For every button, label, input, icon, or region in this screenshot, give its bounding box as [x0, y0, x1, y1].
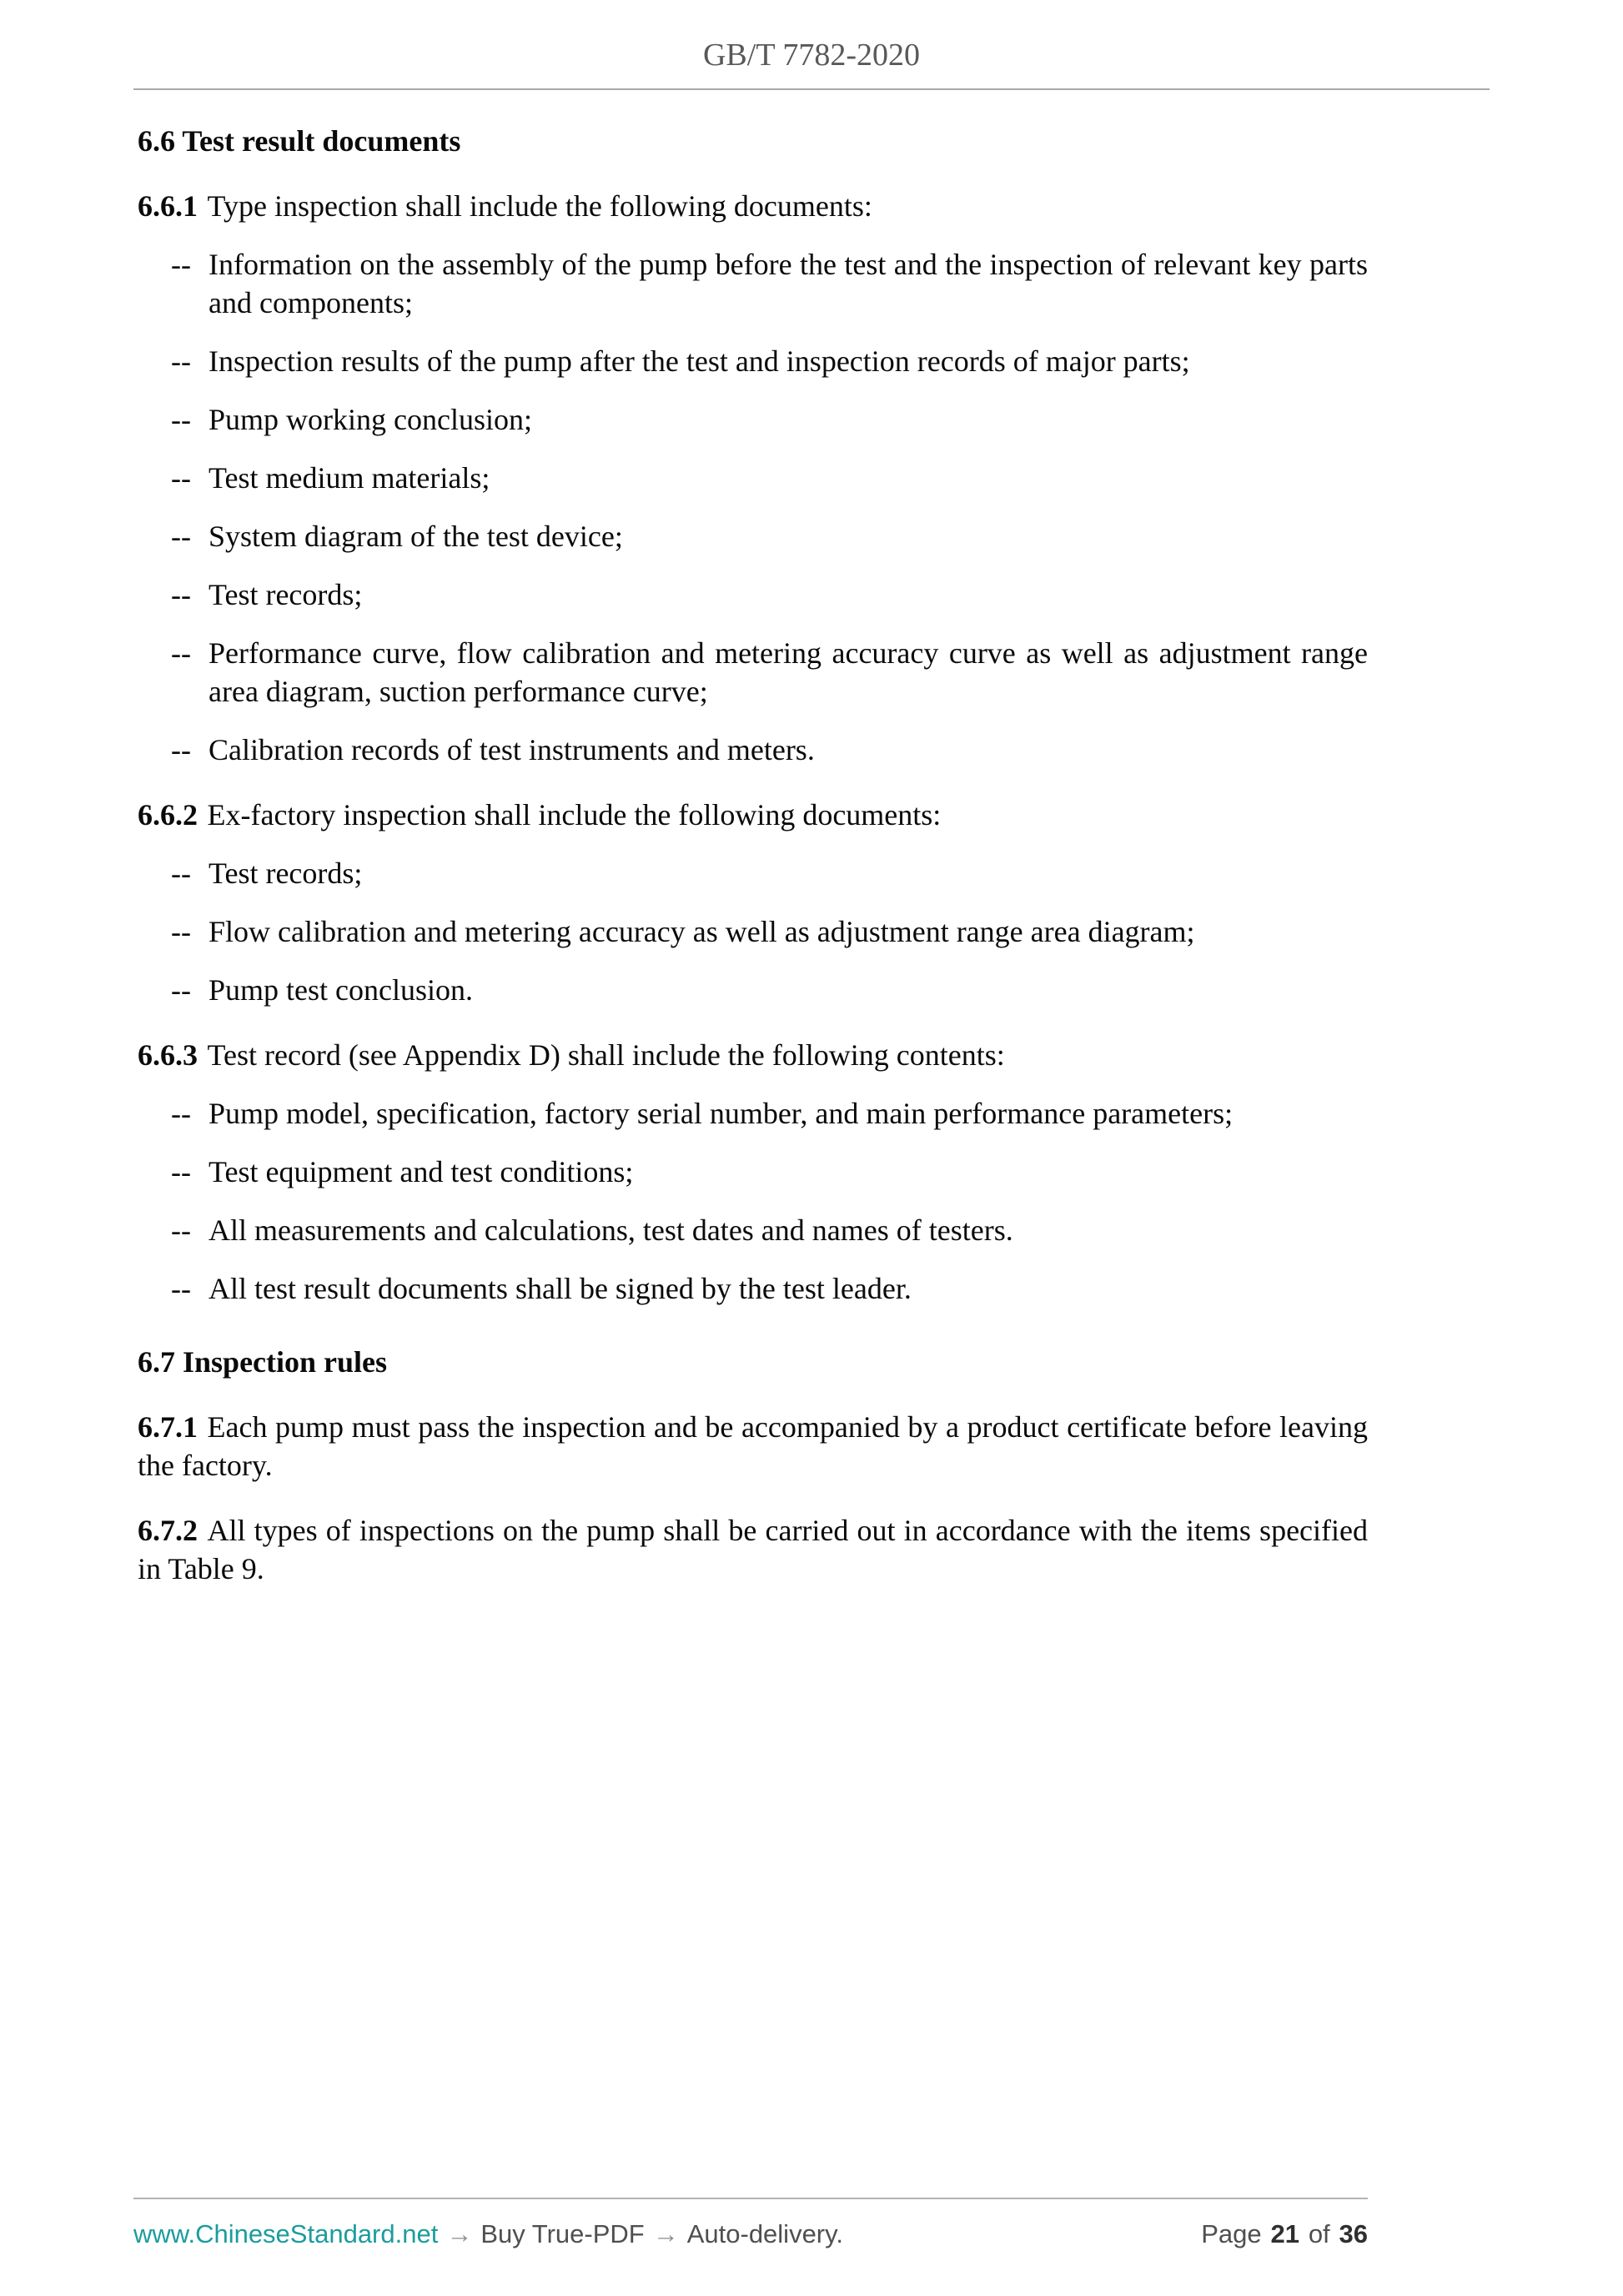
list-item-text: Pump model, specification, factory serial number, and main performance parameters;	[209, 1097, 1234, 1130]
footer-promo-text	[133, 2219, 843, 2249]
list-item	[138, 342, 1368, 380]
list-item-text: Flow calibration and metering accuracy as well as adjustment range area diagram;	[209, 915, 1195, 948]
clause-text: Type inspection shall include the following documents:	[207, 189, 872, 223]
list-dash-marker: --	[171, 733, 191, 766]
list-item	[138, 245, 1368, 322]
document-body	[138, 122, 1368, 1588]
list-item	[138, 400, 1368, 439]
page-total-number: 36	[1339, 2219, 1368, 2248]
list-item-text: Pump test conclusion.	[209, 973, 473, 1007]
list-item	[138, 517, 1368, 555]
list-item	[138, 912, 1368, 951]
clause-text: Each pump must pass the inspection and be accompanied by a product certificate before leaving the factory.	[138, 1410, 1368, 1482]
list-dash-marker: --	[171, 1097, 191, 1130]
footer-divider	[133, 2198, 1368, 2199]
section-heading-6-7: 6.7 Inspection rules	[138, 1345, 388, 1379]
list-item-text: All measurements and calculations, test dates and names of testers.	[209, 1213, 1013, 1247]
footer-delivery-label: Auto-delivery.	[686, 2219, 843, 2248]
list-dash-marker: --	[171, 1155, 191, 1188]
list-dash-marker: --	[171, 578, 191, 611]
list-item	[138, 634, 1368, 711]
list-item	[138, 1211, 1368, 1249]
clause-number: 6.7.1	[138, 1410, 198, 1444]
list-item	[138, 854, 1368, 892]
clause-text: Test record (see Appendix D) shall include the following contents:	[207, 1038, 1005, 1072]
list-item-text: System diagram of the test device;	[209, 520, 623, 553]
list-item-text: Test records;	[209, 857, 363, 890]
list-dash-marker: --	[171, 248, 191, 281]
clause-text: All types of inspections on the pump shall be carried out in accordance with the items specified in Table 9.	[138, 1514, 1368, 1585]
paragraph-6-6-3	[138, 1036, 1368, 1074]
list-item	[138, 1153, 1368, 1191]
clause-number: 6.6.1	[138, 189, 198, 223]
list-item-text: Test equipment and test conditions;	[209, 1155, 634, 1188]
list-dash-marker: --	[171, 520, 191, 553]
right-arrow-icon: →	[652, 2219, 679, 2248]
list-dash-marker: --	[171, 344, 191, 378]
page-indicator	[1201, 2219, 1368, 2249]
clause-number: 6.7.2	[138, 1514, 198, 1547]
list-dash-marker: --	[171, 636, 191, 670]
list-item	[138, 1269, 1368, 1308]
page-header-title: GB/T 7782-2020	[702, 38, 921, 73]
clause-number: 6.6.2	[138, 798, 198, 831]
list-dash-marker: --	[171, 461, 191, 495]
list-dash-marker: --	[171, 1272, 191, 1305]
paragraph-6-6-2	[138, 796, 1368, 834]
list-dash-marker: --	[171, 403, 191, 436]
header-divider	[133, 88, 1490, 90]
list-item	[138, 1094, 1368, 1133]
list-item-text: Calibration records of test instruments and meters.	[209, 733, 815, 766]
footer-site-link[interactable]: www.ChineseStandard.net	[133, 2219, 439, 2248]
clause-number: 6.6.3	[138, 1038, 198, 1072]
list-item-text: All test result documents shall be signed by the test leader.	[209, 1272, 912, 1305]
clause-text: Ex-factory inspection shall include the following documents:	[207, 798, 942, 831]
list-item-text: Test records;	[209, 578, 363, 611]
list-item-text: Test medium materials;	[209, 461, 490, 495]
list-item	[138, 459, 1368, 497]
page-label: Page	[1201, 2219, 1262, 2248]
page-current-number: 21	[1270, 2219, 1299, 2248]
list-item-text: Performance curve, flow calibration and metering accuracy curve as well as adjustment range area diagram, suction performance curve;	[209, 636, 1368, 708]
list-dash-marker: --	[171, 973, 191, 1007]
page-footer	[133, 2198, 1368, 2249]
section-heading-6-6: 6.6 Test result documents	[138, 124, 461, 158]
list-dash-marker: --	[171, 857, 191, 890]
right-arrow-icon: →	[446, 2219, 473, 2248]
list-item-text: Information on the assembly of the pump before the test and the inspection of relevant key parts and components;	[209, 248, 1368, 319]
list-dash-marker: --	[171, 915, 191, 948]
paragraph-6-7-2	[138, 1511, 1368, 1588]
of-label: of	[1308, 2219, 1330, 2248]
paragraph-6-7-1	[138, 1408, 1368, 1485]
footer-buy-label: Buy True-PDF	[480, 2219, 645, 2248]
list-item-text: Pump working conclusion;	[209, 403, 532, 436]
list-dash-marker: --	[171, 1213, 191, 1247]
list-item	[138, 731, 1368, 769]
list-item-text: Inspection results of the pump after the test and inspection records of major parts;	[209, 344, 1190, 378]
list-item	[138, 575, 1368, 614]
list-item	[138, 971, 1368, 1009]
paragraph-6-6-1	[138, 187, 1368, 225]
